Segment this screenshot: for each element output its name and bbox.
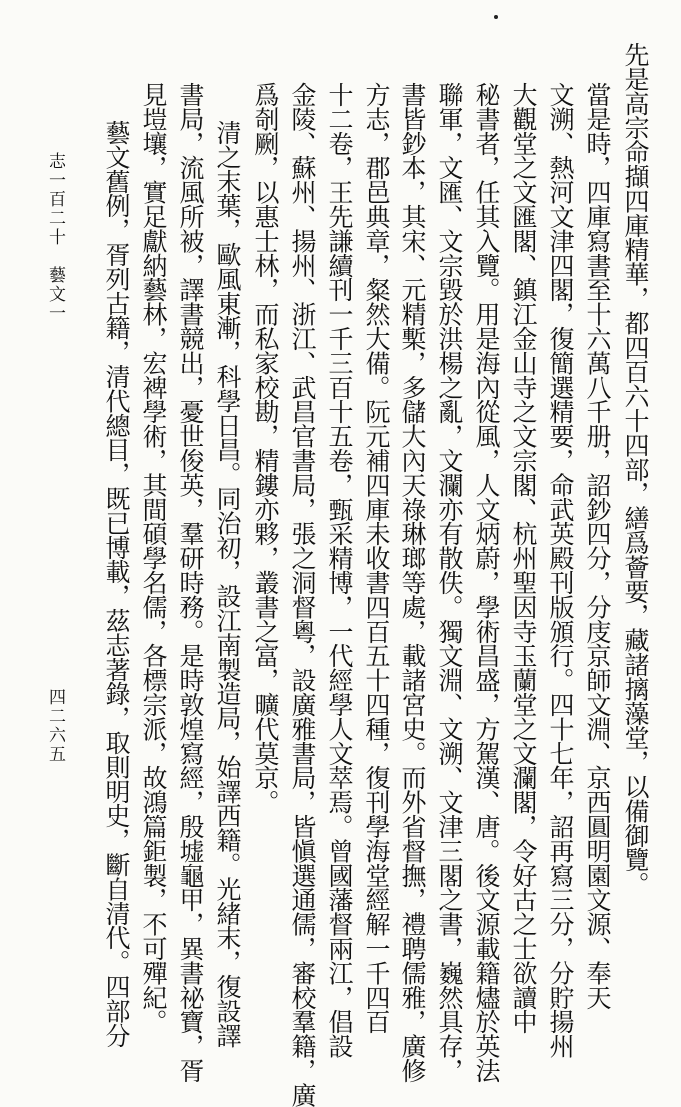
text-column: 見塏壤，實足獻納藝林，宏裨學術，其間碩學名儒，各標宗派，故鴻篇鉅製，不可殫紀。 (139, 82, 168, 1034)
text-column: 爲剞劂，以惠士林，而私家校勘，精鏤亦夥，叢書之富，曠代莫京。 (251, 82, 280, 815)
text-column: 書皆鈔本，其宋、元精槧，多儲大內天祿琳瑯等處，載諸宮史。而外省督撫，禮聘儒雅，廣修 (398, 82, 427, 1083)
text-column: 方志，郡邑典章，粲然大備。阮元補四庫未收書四百五十四種，復刊學海堂經解一千四百 (362, 82, 391, 1034)
page-number: 四二六五 (45, 688, 65, 764)
text-column: 文溯、熱河文津四閣，復簡選精要，命武英殿刊版頒行。四十七年，詔再寫三分，分貯揚州 (546, 82, 575, 1059)
chapter-label: 志一百二十 藝文一 (45, 152, 65, 323)
scan-speck (494, 15, 498, 19)
text-column: 清之末葉，歐風東漸，科學日昌。同治初，設江南製造局，始譯西籍。光緒末，復設譯 (213, 120, 242, 1048)
text-column: 當是時，四庫寫書至十六萬八千册，詔鈔四分，分庋京師文淵、京西圓明園文源、奉天 (583, 82, 612, 1010)
text-column: 金陵、蘇州、揚州、浙江、武昌官書局，張之洞督粵，設廣雅書局，皆愼選通儒，審校羣籍，廣 (288, 82, 317, 1107)
text-column: 聯軍，文匯、文宗毀於洪楊之亂，文瀾亦有散佚。獨文淵、文溯、文津三閣之書，巍然具存， (435, 82, 464, 1083)
text-column: 書局，流風所被，譯書競出，憂世俊英，羣研時務。是時敦煌寫經，殷墟龜甲，異書祕寶，胥 (176, 82, 205, 1083)
text-column: 十二卷，王先謙續刊一千三百十五卷，甄采精博，一代經學人文萃焉。曾國藩督兩江，倡設 (325, 82, 354, 1059)
text-column: 藝文舊例，胥列古籍，清代總目，既已博載，茲志著錄，取則明史，斷自清代。四部分 (102, 120, 131, 1048)
text-column: 大觀堂之文匯閣、鎮江金山寺之文宗閣、杭州聖因寺玉蘭堂之文瀾閣，令好古之士欲讀中 (509, 82, 538, 1034)
text-column: 秘書者，任其入覽。用是海內從風，人文炳蔚，學術昌盛，方駕漢、唐。後文源載籍燼於英法 (472, 82, 501, 1083)
text-column: 先是高宗命擷四庫精華，都四百六十四部，繕爲薈要，藏諸摛藻堂，以備御覽。 (621, 42, 650, 897)
